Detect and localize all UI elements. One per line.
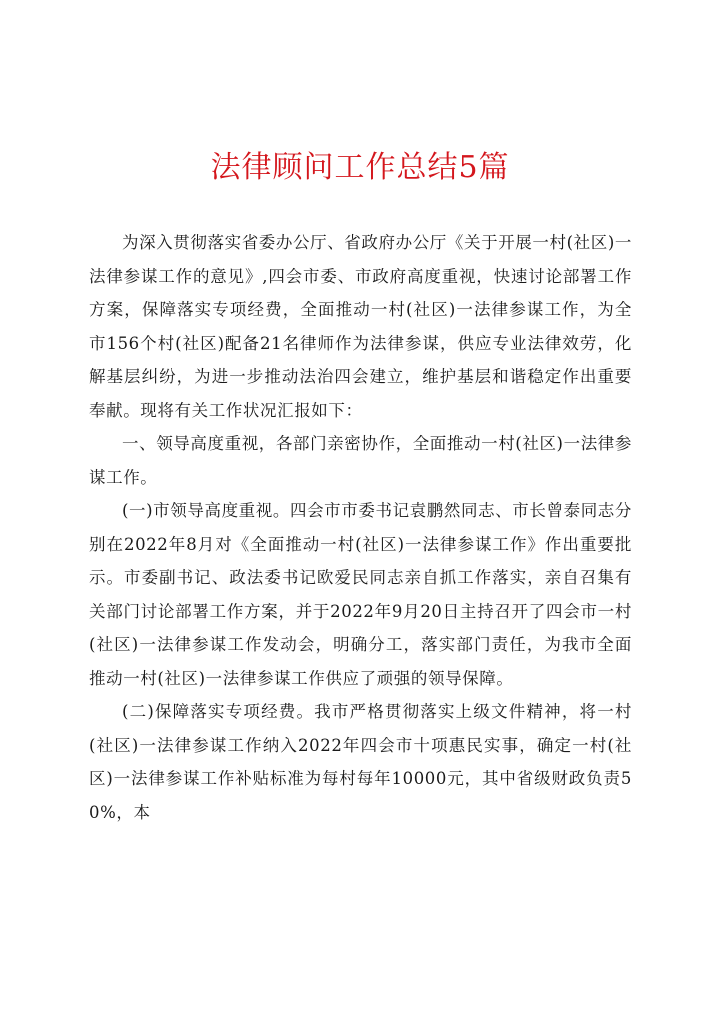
leadership-paragraph: (一)市领导高度重视。四会市市委书记袁鹏然同志、市长曾泰同志分别在2022年8月对《全面推动一村(社区)一法律参谋工作》作出重要批示。市委副书记、政法委书记欧爱民同志亲自抓工作落实，亲自召集有关部门讨论部署工作方案，并于2022年9月20日主持召开了四会市一村(社区)一法律参谋工作发动会，明确分工，落实部门责任，为我市全面推动一村(社区)一法律参谋工作供应了顽强的领导保障。 bbox=[89, 501, 632, 688]
document-body bbox=[89, 226, 632, 829]
section-heading-paragraph: 一、领导高度重视，各部门亲密协作，全面推动一村(社区)一法律参谋工作。 bbox=[89, 434, 632, 487]
intro-paragraph: 为深入贯彻落实省委办公厅、省政府办公厅《关于开展一村(社区)一法律参谋工作的意见》,四会市委、市政府高度重视，快速讨论部署工作方案，保障落实专项经费，全面推动一村(社区)一法律参谋工作，为全市156个村(社区)配备21名律师作为法律参谋，供应专业法律效劳，化解基层纠纷，为进一步推动法治四会建立，维护基层和谐稳定作出重要奉献。现将有关工作状况汇报如下： bbox=[89, 233, 632, 420]
funding-paragraph: (二)保障落实专项经费。我市严格贯彻落实上级文件精神，将一村(社区)一法律参谋工作纳入2022年四会市十项惠民实事，确定一村(社区)一法律参谋工作补贴标准为每村每年10000元，其中省级财政负责50%，本 bbox=[89, 702, 632, 822]
document-title: 法律顾问工作总结5篇 bbox=[210, 150, 510, 185]
